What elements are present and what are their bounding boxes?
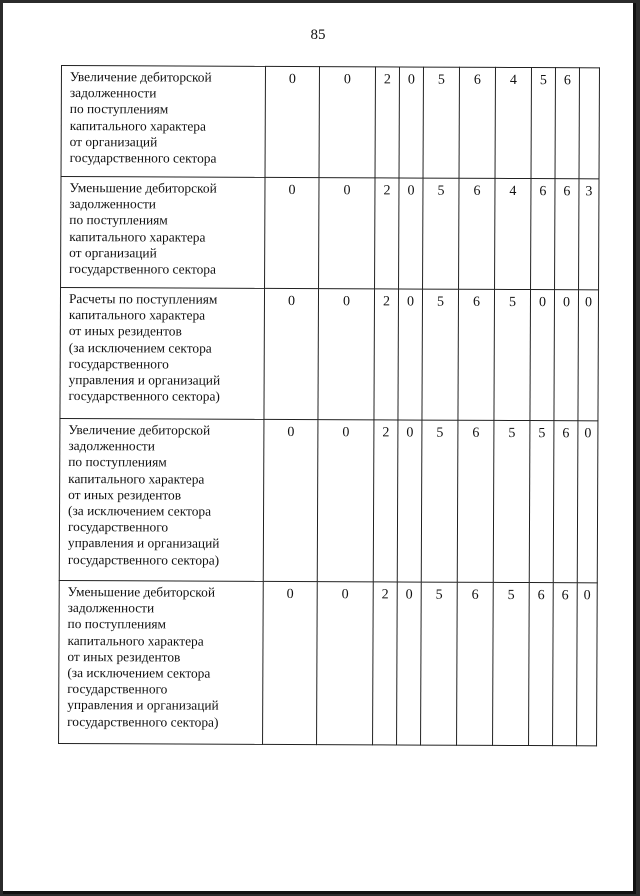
code-digit-cell: 5	[494, 289, 531, 420]
code-digit-cell: 2	[375, 178, 399, 289]
row-label: Уменьшение дебиторской задолженности по поступлениям капитального характера от организаций государственного сектора	[61, 177, 265, 289]
code-digit-cell: 0	[577, 421, 598, 583]
code-digit-cell	[579, 68, 599, 179]
code-digit-cell: 2	[375, 67, 399, 178]
code-digit-cell: 0	[265, 177, 319, 288]
code-digit-cell: 5	[421, 582, 458, 745]
code-digit-cell: 0	[319, 178, 375, 289]
code-digit-cell: 0	[399, 67, 423, 178]
table-row	[61, 177, 599, 290]
table-row	[59, 418, 598, 582]
code-digit-cell: 6	[529, 583, 554, 746]
code-digit-cell: 0	[530, 290, 555, 421]
code-digit-cell: 0	[554, 290, 579, 421]
code-digit-cell: 6	[553, 583, 578, 746]
row-label: Увеличение дебиторской задолженности по поступлениям капитального характера от иных резидентов (за исключением сектора государственного управления и организаций государственного сектора)	[59, 418, 264, 581]
code-digit-cell: 0	[399, 178, 423, 289]
page-number: 85	[310, 27, 326, 43]
row-label: Расчеты по поступлениям капитального характера от иных резидентов (за исключением сектора государственного управления и организаций государственного сектора)	[60, 288, 265, 420]
code-digit-cell: 6	[459, 178, 495, 289]
code-digit-cell: 5	[493, 582, 530, 745]
code-digit-cell: 2	[374, 289, 399, 420]
code-digit-cell: 2	[373, 420, 398, 582]
code-digit-cell: 0	[577, 583, 598, 746]
code-digit-cell: 6	[555, 179, 579, 290]
code-digit-cell: 0	[264, 288, 319, 419]
code-digit-cell: 5	[529, 421, 554, 583]
document-page	[3, 3, 636, 894]
code-digit-cell: 4	[495, 178, 531, 289]
code-digit-cell: 5	[421, 420, 458, 582]
row-label: Увеличение дебиторской задолженности по поступлениям капитального характера от организаций государственного сектора	[61, 66, 265, 178]
code-digit-cell: 6	[553, 421, 578, 583]
code-digit-cell: 2	[373, 582, 398, 745]
code-digit-cell: 0	[318, 289, 375, 420]
table-row	[60, 288, 599, 421]
code-digit-cell: 6	[531, 179, 555, 290]
table-row	[61, 66, 599, 179]
code-digit-cell: 0	[578, 290, 599, 421]
code-digit-cell: 0	[263, 419, 318, 581]
code-digit-cell: 0	[397, 420, 422, 582]
code-digit-cell: 5	[531, 68, 555, 179]
code-digit-cell: 0	[265, 66, 319, 177]
table-row	[59, 580, 598, 745]
code-digit-cell: 0	[398, 289, 423, 420]
code-digit-cell: 0	[263, 581, 318, 744]
code-digit-cell: 0	[397, 582, 422, 745]
code-digit-cell: 5	[493, 420, 530, 582]
code-digit-cell: 6	[457, 582, 494, 745]
code-digit-cell: 5	[423, 178, 459, 289]
code-digit-cell: 6	[555, 68, 579, 179]
code-digit-cell: 6	[459, 67, 495, 178]
code-digit-cell: 5	[422, 289, 459, 420]
code-digit-cell: 5	[423, 67, 459, 178]
budget-classification-table	[58, 65, 600, 746]
code-digit-cell: 0	[317, 582, 374, 745]
code-digit-cell: 4	[495, 67, 531, 178]
code-digit-cell: 6	[457, 420, 494, 582]
code-digit-cell: 6	[458, 289, 495, 420]
code-digit-cell: 3	[579, 179, 599, 290]
row-label: Уменьшение дебиторской задолженности по поступлениям капитального характера от иных резидентов (за исключением сектора государственного управления и организаций государственного сектора)	[59, 580, 264, 744]
code-digit-cell: 0	[317, 420, 374, 582]
code-digit-cell: 0	[319, 67, 375, 178]
